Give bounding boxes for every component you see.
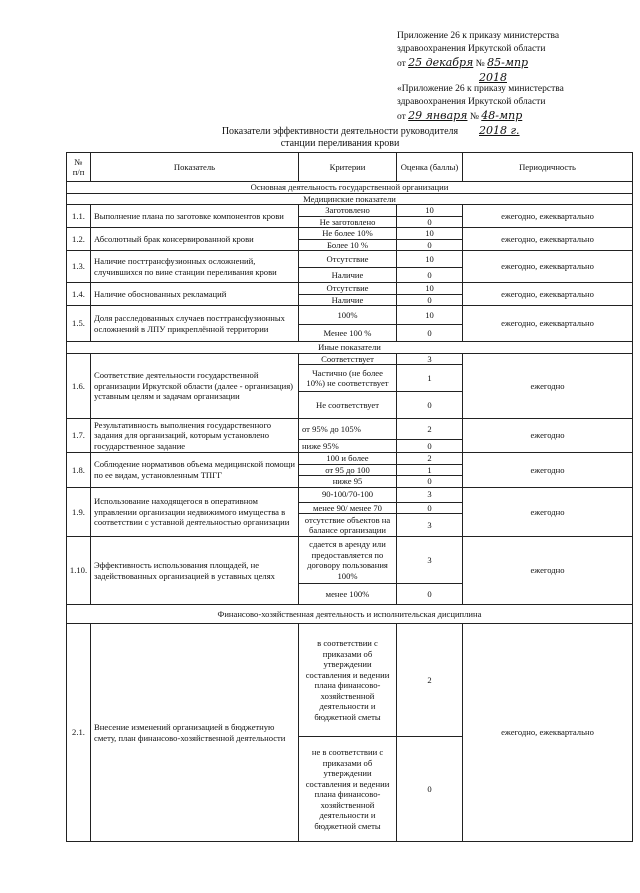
table-row — [67, 624, 633, 737]
indicator-name: Доля расследованных случаев посттрансфузионных осложнений в ЛПУ прикреплённой территории — [91, 306, 299, 342]
criterion: Не заготовлено — [299, 216, 397, 228]
indicator-name: Выполнение плана по заготовке компонентов крови — [91, 205, 299, 228]
criterion: не в соответствии с приказами об утверждении составления и ведении плана финансово-хозяйственной деятельности и бюджетной сметы — [299, 737, 397, 842]
score: 10 — [397, 251, 463, 268]
score: 0 — [397, 216, 463, 228]
score: 2 — [397, 419, 463, 440]
periodicity: ежегодно, ежеквартально — [463, 251, 633, 283]
row-number: 1.7. — [67, 419, 91, 453]
criterion: Соответствует — [299, 353, 397, 365]
indicator-name: Использование находящегося в оперативном управлении организации недвижимого имущества в соответствии с уставной деятельностью организации — [91, 487, 299, 537]
section-heading: Финансово-хозяйственная деятельность и исполнительская дисциплина — [67, 605, 633, 624]
periodicity: ежегодно — [463, 419, 633, 453]
handwritten-year: 2018 — [479, 71, 507, 84]
criterion: ниже 95 — [299, 476, 397, 488]
criterion: менее 90/ менее 70 — [299, 502, 397, 514]
criterion: отсутствие объектов на балансе организации — [299, 514, 397, 537]
row-number: 1.2. — [67, 228, 91, 251]
score: 10 — [397, 283, 463, 295]
table-row — [67, 353, 633, 365]
appendix-line: «Приложение 26 к приказу министерства — [397, 84, 564, 94]
periodicity: ежегодно — [463, 353, 633, 419]
indicator-name: Абсолютный брак консервированной крови — [91, 228, 299, 251]
indicator-name: Результативность выполнения государственного задания для организаций, которым установлено государственное задание — [91, 419, 299, 453]
header-indicator: Показатель — [91, 153, 299, 182]
from-label: от — [397, 59, 406, 69]
table-header-row — [67, 153, 633, 182]
header-criteria: Критерии — [299, 153, 397, 182]
indicators-table — [66, 152, 633, 842]
criterion: менее 100% — [299, 584, 397, 605]
periodicity: ежегодно, ежеквартально — [463, 306, 633, 342]
header-period: Периодичность — [463, 153, 633, 182]
criterion: сдается в аренду или предоставляется по договору пользования 100% — [299, 537, 397, 584]
handwritten-number: 48-мпр — [481, 109, 523, 122]
criterion: Отсутствие — [299, 251, 397, 268]
score: 0 — [397, 268, 463, 283]
score: 2 — [397, 624, 463, 737]
score: 0 — [397, 737, 463, 842]
score: 0 — [397, 325, 463, 342]
periodicity: ежегодно — [463, 453, 633, 488]
title-line: станции переливания крови — [280, 138, 400, 149]
appendix-line: Приложение 26 к приказу министерства — [397, 31, 560, 41]
criterion: Частично (не более 10%) не соответствует — [299, 365, 397, 392]
subsection-heading: Иные показатели — [67, 342, 633, 354]
criterion: от 95 до 100 — [299, 464, 397, 476]
header-score: Оценка (баллы) — [397, 153, 463, 182]
row-number: 2.1. — [67, 624, 91, 842]
criterion: Заготовлено — [299, 205, 397, 217]
indicator-name: Внесение изменений организацией в бюджетную смету, план финансово-хозяйственной деятельности — [91, 624, 299, 842]
criterion: Не более 10% — [299, 228, 397, 240]
table-row — [67, 487, 633, 502]
criterion: 100 и более — [299, 453, 397, 465]
handwritten-date: 25 декабря — [408, 56, 474, 69]
score: 10 — [397, 205, 463, 217]
periodicity: ежегодно, ежеквартально — [463, 228, 633, 251]
appendix-line: здравоохранения Иркутской области — [397, 44, 546, 54]
score: 0 — [397, 294, 463, 306]
score: 0 — [397, 502, 463, 514]
score: 10 — [397, 306, 463, 325]
criterion: Менее 100 % — [299, 325, 397, 342]
score: 3 — [397, 353, 463, 365]
number-label: № — [469, 112, 479, 122]
table-row — [67, 537, 633, 584]
row-number: 1.9. — [67, 487, 91, 537]
indicator-name: Соответствие деятельности государственной организации Иркутской области (далее - организация) уставным целям и задачам организации — [91, 353, 299, 419]
row-number: 1.1. — [67, 205, 91, 228]
score: 1 — [397, 365, 463, 392]
table-row — [67, 453, 633, 465]
row-number: 1.3. — [67, 251, 91, 283]
table-row — [67, 283, 633, 295]
score: 1 — [397, 464, 463, 476]
criterion: от 95% до 105% — [299, 419, 397, 440]
table-row — [67, 419, 633, 440]
score: 0 — [397, 584, 463, 605]
criterion: Отсутствие — [299, 283, 397, 295]
handwritten-date: 29 января — [408, 109, 468, 122]
score: 3 — [397, 537, 463, 584]
title-line: Показатели эффективности деятельности руководителя — [221, 126, 459, 137]
row-number: 1.5. — [67, 306, 91, 342]
appendix-header-1 — [397, 30, 633, 86]
row-number: 1.4. — [67, 283, 91, 306]
indicator-name: Соблюдение нормативов объема медицинской помощи по ее видам, установленным ТПГГ — [91, 453, 299, 488]
criterion: Не соответствует — [299, 392, 397, 419]
header-num: № п/п — [67, 153, 91, 182]
row-number: 1.6. — [67, 353, 91, 419]
periodicity: ежегодно, ежеквартально — [463, 624, 633, 842]
row-number: 1.8. — [67, 453, 91, 488]
score: 3 — [397, 514, 463, 537]
score: 2 — [397, 453, 463, 465]
periodicity: ежегодно, ежеквартально — [463, 283, 633, 306]
periodicity: ежегодно — [463, 537, 633, 605]
row-number: 1.10. — [67, 537, 91, 605]
criterion: 100% — [299, 306, 397, 325]
table-row — [67, 205, 633, 217]
handwritten-year: 2018 г. — [479, 124, 520, 137]
criterion: Более 10 % — [299, 239, 397, 251]
indicator-name: Наличие посттрансфузионных осложнений, случившихся по вине станции переливания крови — [91, 251, 299, 283]
score: 3 — [397, 487, 463, 502]
appendix-date-line — [397, 109, 633, 124]
score: 0 — [397, 392, 463, 419]
criterion: в соответствии с приказами об утверждении составления и ведении плана финансово-хозяйственной деятельности и бюджетной сметы — [299, 624, 397, 737]
criterion: 90-100/70-100 — [299, 487, 397, 502]
score: 0 — [397, 476, 463, 488]
criterion: ниже 95% — [299, 440, 397, 453]
criterion: Наличие — [299, 294, 397, 306]
indicator-name: Наличие обоснованных рекламаций — [91, 283, 299, 306]
indicator-name: Эффективность использования площадей, не задействованных организацией в уставных целях — [91, 537, 299, 605]
periodicity: ежегодно, ежеквартально — [463, 205, 633, 228]
appendix-date-line — [397, 56, 633, 71]
document-title — [120, 126, 560, 150]
subsection-heading: Медицинские показатели — [67, 193, 633, 205]
section-heading: Основная деятельность государственной организации — [67, 182, 633, 194]
criterion: Наличие — [299, 268, 397, 283]
number-label: № — [475, 59, 485, 69]
table-row — [67, 306, 633, 325]
score: 0 — [397, 440, 463, 453]
appendix-line: здравоохранения Иркутской области — [397, 97, 546, 107]
table-row — [67, 251, 633, 268]
handwritten-number: 85-мпр — [487, 56, 529, 69]
from-label: от — [397, 112, 406, 122]
periodicity: ежегодно — [463, 487, 633, 537]
score: 0 — [397, 239, 463, 251]
score: 10 — [397, 228, 463, 240]
table-row — [67, 228, 633, 240]
